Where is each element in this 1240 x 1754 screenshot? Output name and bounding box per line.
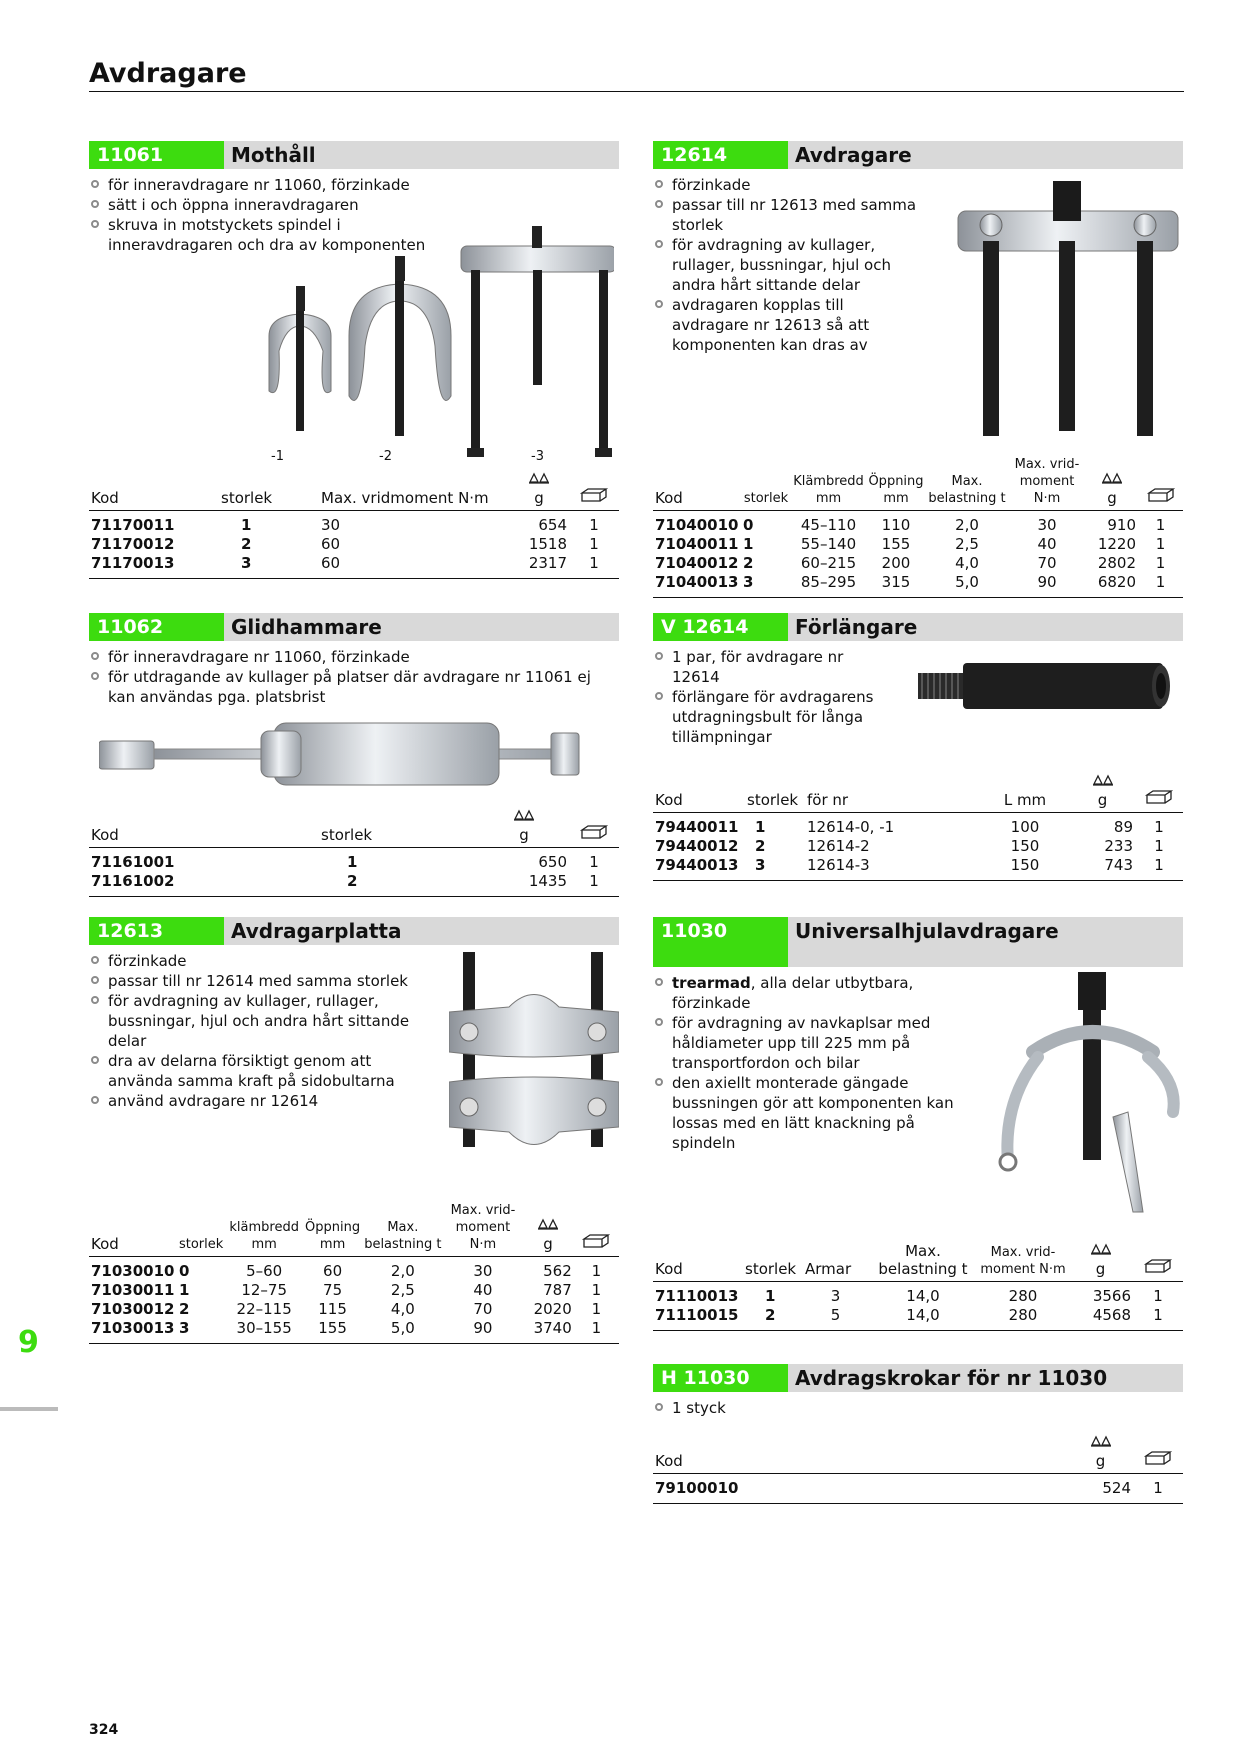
cell-load: 5,0 bbox=[390, 1319, 415, 1337]
col-load: Max. belastning t bbox=[868, 1242, 978, 1282]
section-v12614 bbox=[653, 613, 1183, 874]
col-kod: Kod bbox=[653, 773, 745, 813]
table-row bbox=[89, 511, 619, 536]
section-title: Avdragskrokar för nr 11030 bbox=[795, 1366, 1108, 1390]
cell-size: 1 bbox=[178, 1281, 190, 1299]
cell-code: 79100010 bbox=[655, 1479, 739, 1497]
cell-weight: 2802 bbox=[1097, 554, 1136, 572]
feature-item: för avdragning av kullager, rullager, bussningar, hjul och andra hårt sittande delar bbox=[653, 235, 918, 295]
col-kod: Kod bbox=[653, 1242, 743, 1282]
cell-size: 2 bbox=[755, 837, 766, 855]
cell-for-nr: 12614-2 bbox=[807, 837, 870, 855]
title-divider bbox=[89, 91, 1184, 92]
cell-code: 79440013 bbox=[655, 856, 739, 874]
table-row bbox=[89, 1281, 619, 1300]
cell-pack: 1 bbox=[589, 516, 599, 534]
col-storlek: storlek bbox=[741, 456, 791, 511]
scale-icon bbox=[1092, 773, 1114, 787]
cell-pack: 1 bbox=[1153, 1287, 1163, 1305]
cell-opening: 200 bbox=[881, 554, 911, 572]
feature-item: avdragaren kopplas till avdragare nr 12613 så att komponenten kan dras av bbox=[653, 295, 918, 355]
spec-table bbox=[653, 1242, 1183, 1331]
section-code: 12614 bbox=[653, 141, 788, 169]
cell-torque: 60 bbox=[321, 554, 341, 572]
cell-torque: 30 bbox=[473, 1262, 493, 1280]
cell-pack: 1 bbox=[589, 554, 599, 572]
section-title: Avdragare bbox=[795, 143, 912, 167]
col-pack bbox=[1135, 773, 1183, 813]
col-clamp: Klämbredd mm bbox=[791, 456, 866, 511]
weight-unit: g bbox=[543, 1235, 553, 1253]
col-kod: Kod bbox=[653, 1434, 1068, 1474]
feature-list bbox=[89, 647, 614, 707]
section-header bbox=[89, 917, 619, 945]
cell-weight: 1220 bbox=[1097, 535, 1136, 553]
cell-pack: 1 bbox=[1153, 1479, 1163, 1497]
section-11030 bbox=[653, 917, 1183, 1324]
col-storlek: storlek bbox=[177, 1202, 225, 1257]
section-header bbox=[653, 1364, 1183, 1392]
col-opening: Öppning mm bbox=[866, 456, 926, 511]
section-12613 bbox=[89, 917, 619, 1337]
section-title: Förlängare bbox=[795, 615, 918, 639]
spec-table bbox=[653, 773, 1183, 881]
table-row bbox=[89, 872, 619, 897]
section-header bbox=[89, 613, 619, 641]
col-storlek: storlek bbox=[219, 471, 319, 511]
col-for-nr: för nr bbox=[805, 773, 980, 813]
cell-weight: 2317 bbox=[528, 554, 567, 572]
feature-list bbox=[89, 951, 439, 1111]
cell-pack: 1 bbox=[589, 535, 599, 553]
col-pack bbox=[1133, 1434, 1183, 1474]
scale-icon bbox=[1090, 1434, 1112, 1448]
col-torque: Max. vridmoment N·m bbox=[319, 471, 509, 511]
section-code: 11061 bbox=[89, 141, 224, 169]
cell-torque: 30 bbox=[321, 516, 341, 534]
cell-code: 71110015 bbox=[655, 1306, 739, 1324]
section-header bbox=[653, 613, 1183, 641]
cell-pack: 1 bbox=[1155, 573, 1166, 591]
cell-weight: 2020 bbox=[533, 1300, 572, 1318]
cell-pack: 1 bbox=[1154, 856, 1164, 874]
feature-item: för inneravdragare nr 11060, förzinkade bbox=[89, 647, 614, 667]
cell-weight: 650 bbox=[538, 853, 567, 871]
cell-code: 71170011 bbox=[91, 516, 175, 534]
cell-pack: 1 bbox=[1155, 554, 1166, 572]
cell-opening: 315 bbox=[881, 573, 911, 591]
cell-load: 2,0 bbox=[390, 1262, 415, 1280]
cell-clamp: 5–60 bbox=[246, 1262, 283, 1280]
feature-rest: , alla delar utbytbara, förzinkade bbox=[672, 974, 914, 1012]
section-11062 bbox=[89, 613, 619, 890]
table-row bbox=[653, 535, 1183, 554]
image-label: -2 bbox=[379, 449, 392, 464]
cell-opening: 110 bbox=[881, 516, 911, 534]
table-row bbox=[89, 554, 619, 579]
table-row bbox=[653, 573, 1183, 598]
cell-size: 3 bbox=[743, 573, 754, 591]
cell-weight: 787 bbox=[543, 1281, 572, 1299]
package-icon bbox=[582, 1233, 610, 1249]
section-title: Mothåll bbox=[231, 143, 316, 167]
package-icon bbox=[1144, 1450, 1172, 1466]
image-label: -3 bbox=[531, 449, 544, 464]
section-header bbox=[89, 141, 619, 169]
col-torque: Max. vrid-moment N·m bbox=[444, 1202, 523, 1257]
cell-opening: 115 bbox=[318, 1300, 347, 1318]
cell-size: 2 bbox=[347, 872, 358, 890]
cell-code: 71030011 bbox=[91, 1281, 175, 1299]
chapter-tab: 9 bbox=[18, 1325, 39, 1360]
table-row bbox=[89, 1319, 619, 1344]
cell-pack: 1 bbox=[591, 1300, 602, 1318]
feature-item: för avdragning av navkaplsar med håldiameter upp till 225 mm på transportfordon och bilar bbox=[653, 1013, 973, 1073]
feature-item: den axiellt monterade gängade bussningen gör att komponenten kan lossas med en lätt knackning på spindeln bbox=[653, 1073, 973, 1153]
package-icon bbox=[580, 487, 608, 503]
package-icon bbox=[1147, 487, 1175, 503]
col-storlek: storlek bbox=[319, 808, 479, 848]
cell-torque: 40 bbox=[1037, 535, 1057, 553]
section-11061 bbox=[89, 141, 619, 572]
cell-torque: 90 bbox=[473, 1319, 493, 1337]
cell-clamp: 45–110 bbox=[800, 516, 857, 534]
col-pack bbox=[1133, 1242, 1183, 1282]
spec-table bbox=[89, 808, 619, 897]
cell-torque: 60 bbox=[321, 535, 341, 553]
table-row bbox=[653, 1306, 1183, 1331]
col-torque: Max. vrid-moment N·m bbox=[978, 1242, 1068, 1282]
cell-for-nr: 12614-0, -1 bbox=[807, 818, 895, 836]
col-weight bbox=[1070, 773, 1135, 813]
spec-table bbox=[653, 1434, 1183, 1504]
cell-load: 2,5 bbox=[955, 535, 979, 553]
cell-pack: 1 bbox=[1154, 818, 1164, 836]
package-icon bbox=[1145, 789, 1173, 805]
col-weight bbox=[1086, 456, 1138, 511]
cell-opening: 155 bbox=[881, 535, 911, 553]
section-title: Glidhammare bbox=[231, 615, 382, 639]
cell-code: 71030013 bbox=[91, 1319, 175, 1337]
col-storlek: storlek bbox=[745, 773, 805, 813]
cell-pack: 1 bbox=[1153, 1306, 1163, 1324]
table-row bbox=[653, 1474, 1183, 1504]
cell-code: 71170013 bbox=[91, 554, 175, 572]
scale-icon bbox=[537, 1217, 559, 1231]
cell-pack: 1 bbox=[589, 853, 599, 871]
cell-weight: 89 bbox=[1113, 818, 1133, 836]
feature-item: passar till nr 12614 med samma storlek bbox=[89, 971, 439, 991]
cell-length: 150 bbox=[1010, 856, 1040, 874]
table-row bbox=[89, 848, 619, 873]
cell-size: 3 bbox=[178, 1319, 190, 1337]
feature-bold: trearmad bbox=[672, 974, 751, 992]
col-weight bbox=[479, 808, 569, 848]
cell-load: 5,0 bbox=[955, 573, 979, 591]
cell-size: 3 bbox=[755, 856, 766, 874]
section-h11030 bbox=[653, 1364, 1183, 1497]
col-torque: Max. vrid-moment N·m bbox=[1008, 456, 1086, 511]
feature-item bbox=[653, 973, 973, 1013]
cell-length: 100 bbox=[1010, 818, 1040, 836]
cell-for-nr: 12614-3 bbox=[807, 856, 870, 874]
puller-product-image bbox=[953, 181, 1183, 441]
cell-size: 1 bbox=[755, 818, 766, 836]
table-row bbox=[653, 1282, 1183, 1307]
cell-weight: 562 bbox=[543, 1262, 572, 1280]
cell-opening: 75 bbox=[323, 1281, 343, 1299]
section-code: 12613 bbox=[89, 917, 224, 945]
cell-size: 2 bbox=[765, 1306, 776, 1324]
cell-load: 2,0 bbox=[955, 516, 979, 534]
section-title: Avdragarplatta bbox=[231, 919, 402, 943]
cell-code: 71110013 bbox=[655, 1287, 739, 1305]
cell-size: 2 bbox=[241, 535, 252, 553]
cell-torque: 280 bbox=[1008, 1306, 1038, 1324]
feature-item: för inneravdragare nr 11060, förzinkade bbox=[89, 175, 469, 195]
feature-item: för utdragande av kullager på platser där avdragare nr 11061 ej kan användas pga. platsbrist bbox=[89, 667, 614, 707]
cell-weight: 524 bbox=[1102, 1479, 1131, 1497]
table-row bbox=[653, 837, 1183, 856]
cell-load: 14,0 bbox=[906, 1306, 940, 1324]
col-opening: Öppning mm bbox=[303, 1202, 362, 1257]
table-row bbox=[653, 554, 1183, 573]
feature-item: skruva in motstyckets spindel i inneravdragaren och dra av komponenten bbox=[89, 215, 469, 255]
section-12614 bbox=[653, 141, 1183, 591]
cell-size: 1 bbox=[241, 516, 252, 534]
cell-size: 2 bbox=[178, 1300, 190, 1318]
cell-load: 4,0 bbox=[390, 1300, 415, 1318]
page-title: Avdragare bbox=[89, 58, 247, 89]
slide-hammer-image bbox=[99, 713, 619, 798]
package-icon bbox=[1144, 1258, 1172, 1274]
weight-unit: g bbox=[519, 826, 529, 844]
cell-weight: 233 bbox=[1104, 837, 1133, 855]
cell-clamp: 12–75 bbox=[241, 1281, 287, 1299]
feature-item: 1 styck bbox=[653, 1398, 1183, 1418]
package-icon bbox=[580, 824, 608, 840]
scale-icon bbox=[528, 471, 550, 485]
feature-item: 1 par, för avdragare nr 12614 bbox=[653, 647, 893, 687]
spec-table bbox=[89, 1202, 619, 1344]
cell-weight: 654 bbox=[538, 516, 567, 534]
cell-arms: 5 bbox=[830, 1306, 841, 1324]
feature-item: dra av delarna försiktigt genom att använda samma kraft på sidobultarna bbox=[89, 1051, 439, 1091]
cell-weight: 743 bbox=[1104, 856, 1133, 874]
cell-opening: 60 bbox=[323, 1262, 343, 1280]
spec-table bbox=[653, 456, 1183, 598]
col-clamp: klämbredd mm bbox=[225, 1202, 303, 1257]
puller-product-image bbox=[239, 226, 614, 466]
scale-icon bbox=[1101, 471, 1123, 485]
feature-item: sätt i och öppna inneravdragaren bbox=[89, 195, 469, 215]
cell-pack: 1 bbox=[1155, 535, 1166, 553]
section-header bbox=[653, 141, 1183, 169]
cell-code: 71040013 bbox=[655, 573, 739, 591]
feature-item: passar till nr 12613 med samma storlek bbox=[653, 195, 918, 235]
table-row bbox=[653, 813, 1183, 838]
cell-arms: 3 bbox=[830, 1287, 841, 1305]
cell-size: 3 bbox=[241, 554, 252, 572]
page-number: 324 bbox=[89, 1722, 119, 1738]
image-label: -1 bbox=[271, 449, 284, 464]
cell-pack: 1 bbox=[591, 1262, 602, 1280]
col-kod: Kod bbox=[89, 808, 319, 848]
cell-load: 2,5 bbox=[390, 1281, 415, 1299]
cell-code: 71040010 bbox=[655, 516, 739, 534]
cell-weight: 3566 bbox=[1092, 1287, 1131, 1305]
cell-code: 71040011 bbox=[655, 535, 739, 553]
cell-pack: 1 bbox=[1154, 837, 1164, 855]
col-kod: Kod bbox=[653, 456, 741, 511]
cell-weight: 1435 bbox=[528, 872, 567, 890]
col-weight bbox=[522, 1202, 573, 1257]
feature-item: förlängare för avdragarens utdragningsbult för långa tillämpningar bbox=[653, 687, 893, 747]
section-code: V 12614 bbox=[653, 613, 788, 641]
table-row bbox=[89, 1300, 619, 1319]
cell-pack: 1 bbox=[1155, 516, 1166, 534]
table-row bbox=[89, 535, 619, 554]
feature-list bbox=[653, 1398, 1183, 1418]
cell-code: 71030010 bbox=[91, 1262, 175, 1280]
col-load: Max. belastning t bbox=[362, 1202, 443, 1257]
scale-icon bbox=[513, 808, 535, 822]
cell-size: 0 bbox=[743, 516, 754, 534]
cell-clamp: 22–115 bbox=[236, 1300, 292, 1318]
col-arms: Armar bbox=[803, 1242, 868, 1282]
col-weight bbox=[1068, 1242, 1133, 1282]
cell-pack: 1 bbox=[589, 872, 599, 890]
cell-weight: 910 bbox=[1107, 516, 1136, 534]
cell-pack: 1 bbox=[591, 1281, 602, 1299]
cell-load: 4,0 bbox=[955, 554, 979, 572]
cell-size: 0 bbox=[178, 1262, 190, 1280]
feature-item: förzinkade bbox=[89, 951, 439, 971]
weight-unit: g bbox=[1097, 791, 1108, 809]
cell-length: 150 bbox=[1010, 837, 1040, 855]
feature-item: förzinkade bbox=[653, 175, 918, 195]
cell-load: 14,0 bbox=[906, 1287, 940, 1305]
section-code: 11062 bbox=[89, 613, 224, 641]
table-row bbox=[653, 511, 1183, 536]
table-row bbox=[653, 856, 1183, 881]
cell-code: 79440012 bbox=[655, 837, 739, 855]
weight-unit: g bbox=[1107, 489, 1117, 507]
cell-code: 71030012 bbox=[91, 1300, 175, 1318]
spec-table bbox=[89, 471, 619, 579]
section-header bbox=[653, 917, 1183, 967]
cell-size: 1 bbox=[347, 853, 358, 871]
cell-code: 71040012 bbox=[655, 554, 739, 572]
feature-list bbox=[653, 175, 918, 355]
cell-torque: 280 bbox=[1008, 1287, 1038, 1305]
cell-pack: 1 bbox=[591, 1319, 602, 1337]
cell-torque: 40 bbox=[473, 1281, 493, 1299]
cell-torque: 70 bbox=[1037, 554, 1057, 572]
col-pack bbox=[569, 808, 619, 848]
cell-clamp: 60–215 bbox=[800, 554, 857, 572]
cell-weight: 6820 bbox=[1097, 573, 1136, 591]
cell-size: 1 bbox=[743, 535, 754, 553]
cell-code: 71161001 bbox=[91, 853, 175, 871]
wheel-puller-image bbox=[993, 972, 1183, 1217]
extension-image bbox=[918, 653, 1183, 718]
col-storlek: storlek bbox=[743, 1242, 803, 1282]
feature-list bbox=[653, 973, 973, 1153]
cell-clamp: 55–140 bbox=[800, 535, 857, 553]
col-pack bbox=[574, 1202, 619, 1257]
weight-unit: g bbox=[534, 489, 544, 507]
cell-clamp: 85–295 bbox=[800, 573, 857, 591]
cell-weight: 1518 bbox=[528, 535, 567, 553]
col-weight bbox=[1068, 1434, 1133, 1474]
weight-unit: g bbox=[1095, 1260, 1106, 1278]
cell-size: 2 bbox=[743, 554, 754, 572]
weight-unit: g bbox=[1095, 1452, 1106, 1470]
cell-clamp: 30–155 bbox=[236, 1319, 292, 1337]
cell-opening: 155 bbox=[318, 1319, 347, 1337]
col-pack bbox=[1138, 456, 1183, 511]
cell-torque: 90 bbox=[1037, 573, 1057, 591]
cell-code: 71161002 bbox=[91, 872, 175, 890]
section-title: Universalhjulavdragare bbox=[795, 919, 1059, 943]
scale-icon bbox=[1090, 1242, 1112, 1256]
col-weight bbox=[509, 471, 569, 511]
col-kod: Kod bbox=[89, 471, 219, 511]
section-code: 11030 bbox=[653, 917, 788, 967]
cell-torque: 30 bbox=[1037, 516, 1057, 534]
table-row bbox=[89, 1257, 619, 1282]
feature-list bbox=[653, 647, 893, 747]
puller-plate-image bbox=[449, 952, 619, 1162]
col-pack bbox=[569, 471, 619, 511]
cell-weight: 3740 bbox=[533, 1319, 572, 1337]
cell-torque: 70 bbox=[473, 1300, 493, 1318]
col-load: Max. belastning t bbox=[926, 456, 1008, 511]
col-length: L mm bbox=[980, 773, 1070, 813]
cell-code: 71170012 bbox=[91, 535, 175, 553]
section-code: H 11030 bbox=[653, 1364, 788, 1392]
feature-item: använd avdragare nr 12614 bbox=[89, 1091, 439, 1111]
chapter-tab-line bbox=[0, 1407, 58, 1411]
feature-item: för avdragning av kullager, rullager, bussningar, hjul och andra hårt sittande delar bbox=[89, 991, 439, 1051]
cell-code: 79440011 bbox=[655, 818, 739, 836]
cell-size: 1 bbox=[765, 1287, 776, 1305]
cell-weight: 4568 bbox=[1092, 1306, 1131, 1324]
col-kod: Kod bbox=[89, 1202, 177, 1257]
